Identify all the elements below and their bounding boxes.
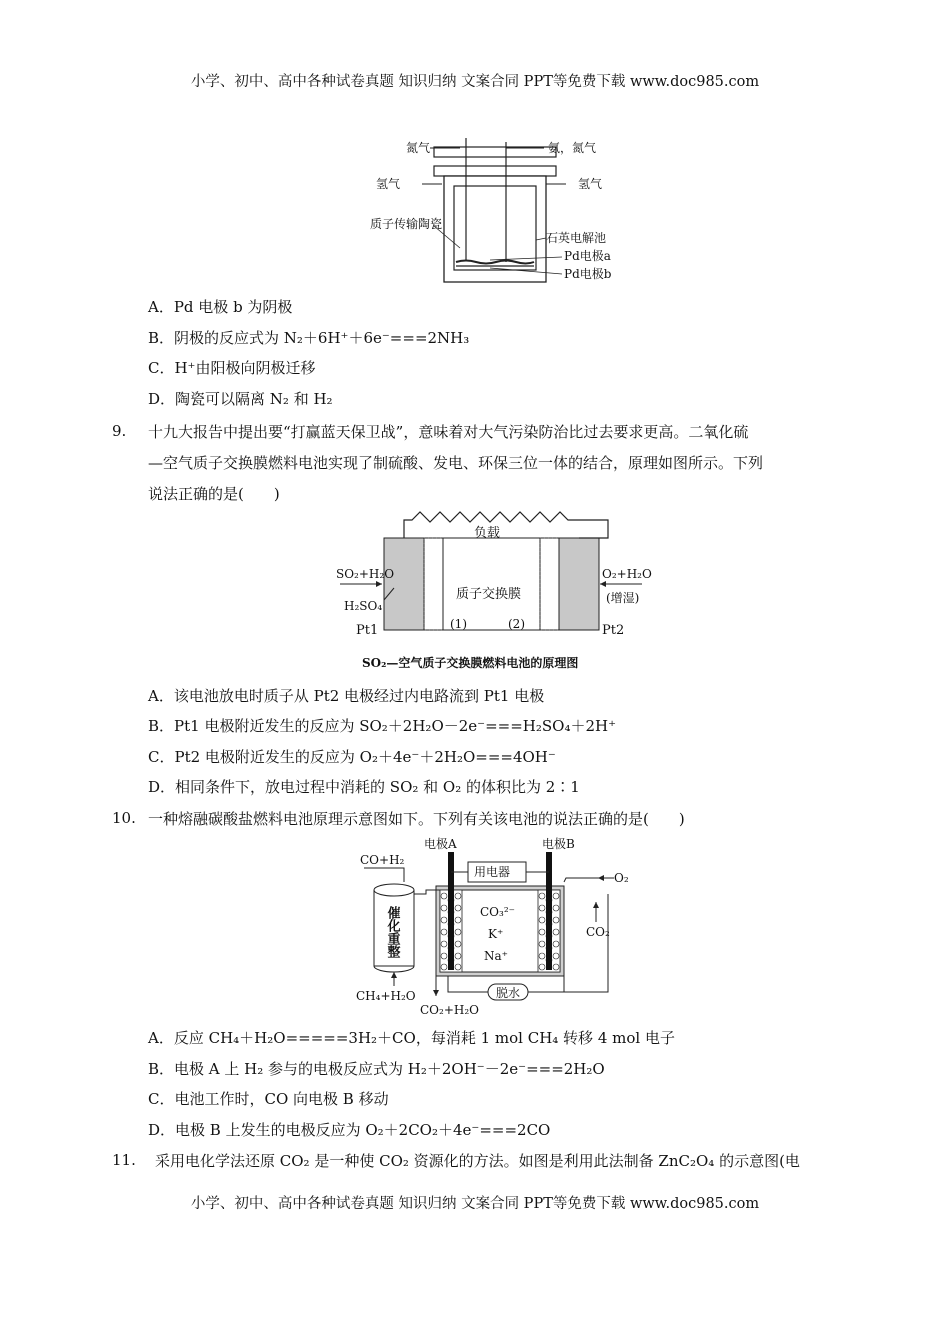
pt2-label: Pt2 <box>602 623 625 638</box>
right-input-label: O₂+H₂O <box>602 567 652 581</box>
left-output-label: H₂SO₄ <box>344 599 383 613</box>
pd-b-label: Pd电极b <box>564 267 612 281</box>
co-h2-label: CO+H₂ <box>360 853 405 867</box>
quartz-cell-label: 石英电解池 <box>546 231 607 245</box>
ch4-h2o-label: CH₄+H₂O <box>356 989 416 1003</box>
q10-option-b: B．电极 A 上 H₂ 参与的电极反应式为 H₂＋2OH⁻－2e⁻===2H₂O <box>148 1060 605 1078</box>
page-header: 小学、初中、高中各种试卷真题 知识归纳 文案合同 PPT等免费下载 www.doc985.com <box>190 74 760 90</box>
q8-option-d: D．陶瓷可以隔离 N₂ 和 H₂ <box>148 390 333 408</box>
carbonate-ion-label: CO₃²⁻ <box>480 905 515 919</box>
electrode-b-label: 电极B <box>542 837 575 851</box>
o2-label: O₂ <box>614 871 629 885</box>
left-input-label: SO₂+H₂O <box>336 567 395 581</box>
figure-caption: SO₂—空气质子交换膜燃料电池的原理图 <box>362 656 579 670</box>
q8-option-b: B．阴极的反应式为 N₂＋6H⁺＋6e⁻===2NH₃ <box>148 329 470 347</box>
humidified-label: (增湿) <box>606 591 640 605</box>
q10-option-c: C．电池工作时，CO 向电极 B 移动 <box>148 1090 389 1108</box>
h2-left-label: 氢气 <box>376 177 401 191</box>
q11-stem: 采用电化学法还原 CO₂ 是一种使 CO₂ 资源化的方法。如图是利用此法制备 ZnC₂O₄ 的示意图(电 <box>155 1152 800 1170</box>
q9-stem-line1: 十九大报告中提出要“打赢蓝天保卫战”，意味着对大气污染防治比过去要求更高。二氧化硫 <box>148 423 749 441</box>
page-footer: 小学、初中、高中各种试卷真题 知识归纳 文案合同 PPT等免费下载 www.doc985.com <box>190 1196 760 1212</box>
q10-option-a: A．反应 CH₄＋H₂O=====3H₂＋CO，每消耗 1 mol CH₄ 转移 4 mol 电子 <box>148 1029 675 1047</box>
electrode-a-label: 电极A <box>424 837 457 851</box>
n2-inlet-label: 氮气 <box>406 141 431 155</box>
reformer-label: 催化重整 <box>384 906 400 958</box>
q9-option-c: C．Pt2 电极附近发生的反应为 O₂＋4e⁻＋2H₂O===4OH⁻ <box>148 748 556 766</box>
load-label: 负载 <box>474 526 501 541</box>
pt1-label: Pt1 <box>356 623 379 638</box>
q10-number: 10. <box>112 809 136 827</box>
q9-option-a: A．该电池放电时质子从 Pt2 电极经过内电路流到 Pt1 电极 <box>148 687 545 705</box>
q8-option-c: C．H⁺由阳极向阴极迁移 <box>148 359 316 377</box>
electrolysis-cell-figure <box>370 138 640 288</box>
q9-option-b: B．Pt1 电极附近发生的反应为 SO₂＋2H₂O－2e⁻===H₂SO₄＋2H⁺ <box>148 717 617 735</box>
so2-fuel-cell-figure <box>330 510 650 675</box>
q10-option-d: D．电极 B 上发生的电极反应为 O₂＋2CO₂＋4e⁻===2CO <box>148 1121 551 1139</box>
membrane-label: 质子交换膜 <box>456 587 522 602</box>
q9-stem-line2: —空气质子交换膜燃料电池实现了制硫酸、发电、环保三位一体的结合，原理如图所示。下列 <box>148 454 764 472</box>
ammonia-outlet-label: 氨，氮气 <box>548 141 597 155</box>
molten-carbonate-cell-figure <box>352 834 642 1019</box>
q10-stem: 一种熔融碳酸盐燃料电池原理示意图如下。下列有关该电池的说法正确的是( ) <box>148 810 685 828</box>
ceramic-label: 质子传输陶瓷 <box>370 217 443 231</box>
co2-input-label: CO₂ <box>586 925 610 939</box>
q8-option-a: A．Pd 电极 b 为阴极 <box>148 298 293 316</box>
q9-option-d: D．相同条件下，放电过程中消耗的 SO₂ 和 O₂ 的体积比为 2∶1 <box>148 778 580 796</box>
q9-stem-line3: 说法正确的是( ) <box>148 485 280 503</box>
dewater-label: 脱水 <box>496 986 521 1000</box>
appliance-label: 用电器 <box>474 865 511 879</box>
q11-number: 11. <box>112 1151 136 1169</box>
pd-a-label: Pd电极a <box>564 249 611 263</box>
region-1-label: (1) <box>450 617 467 631</box>
q9-number: 9. <box>112 422 127 440</box>
h2-right-label: 氢气 <box>578 177 603 191</box>
na-ion-label: Na⁺ <box>484 949 508 963</box>
co2-h2o-label: CO₂+H₂O <box>420 1003 479 1017</box>
region-2-label: (2) <box>508 617 525 631</box>
k-ion-label: K⁺ <box>488 927 504 941</box>
